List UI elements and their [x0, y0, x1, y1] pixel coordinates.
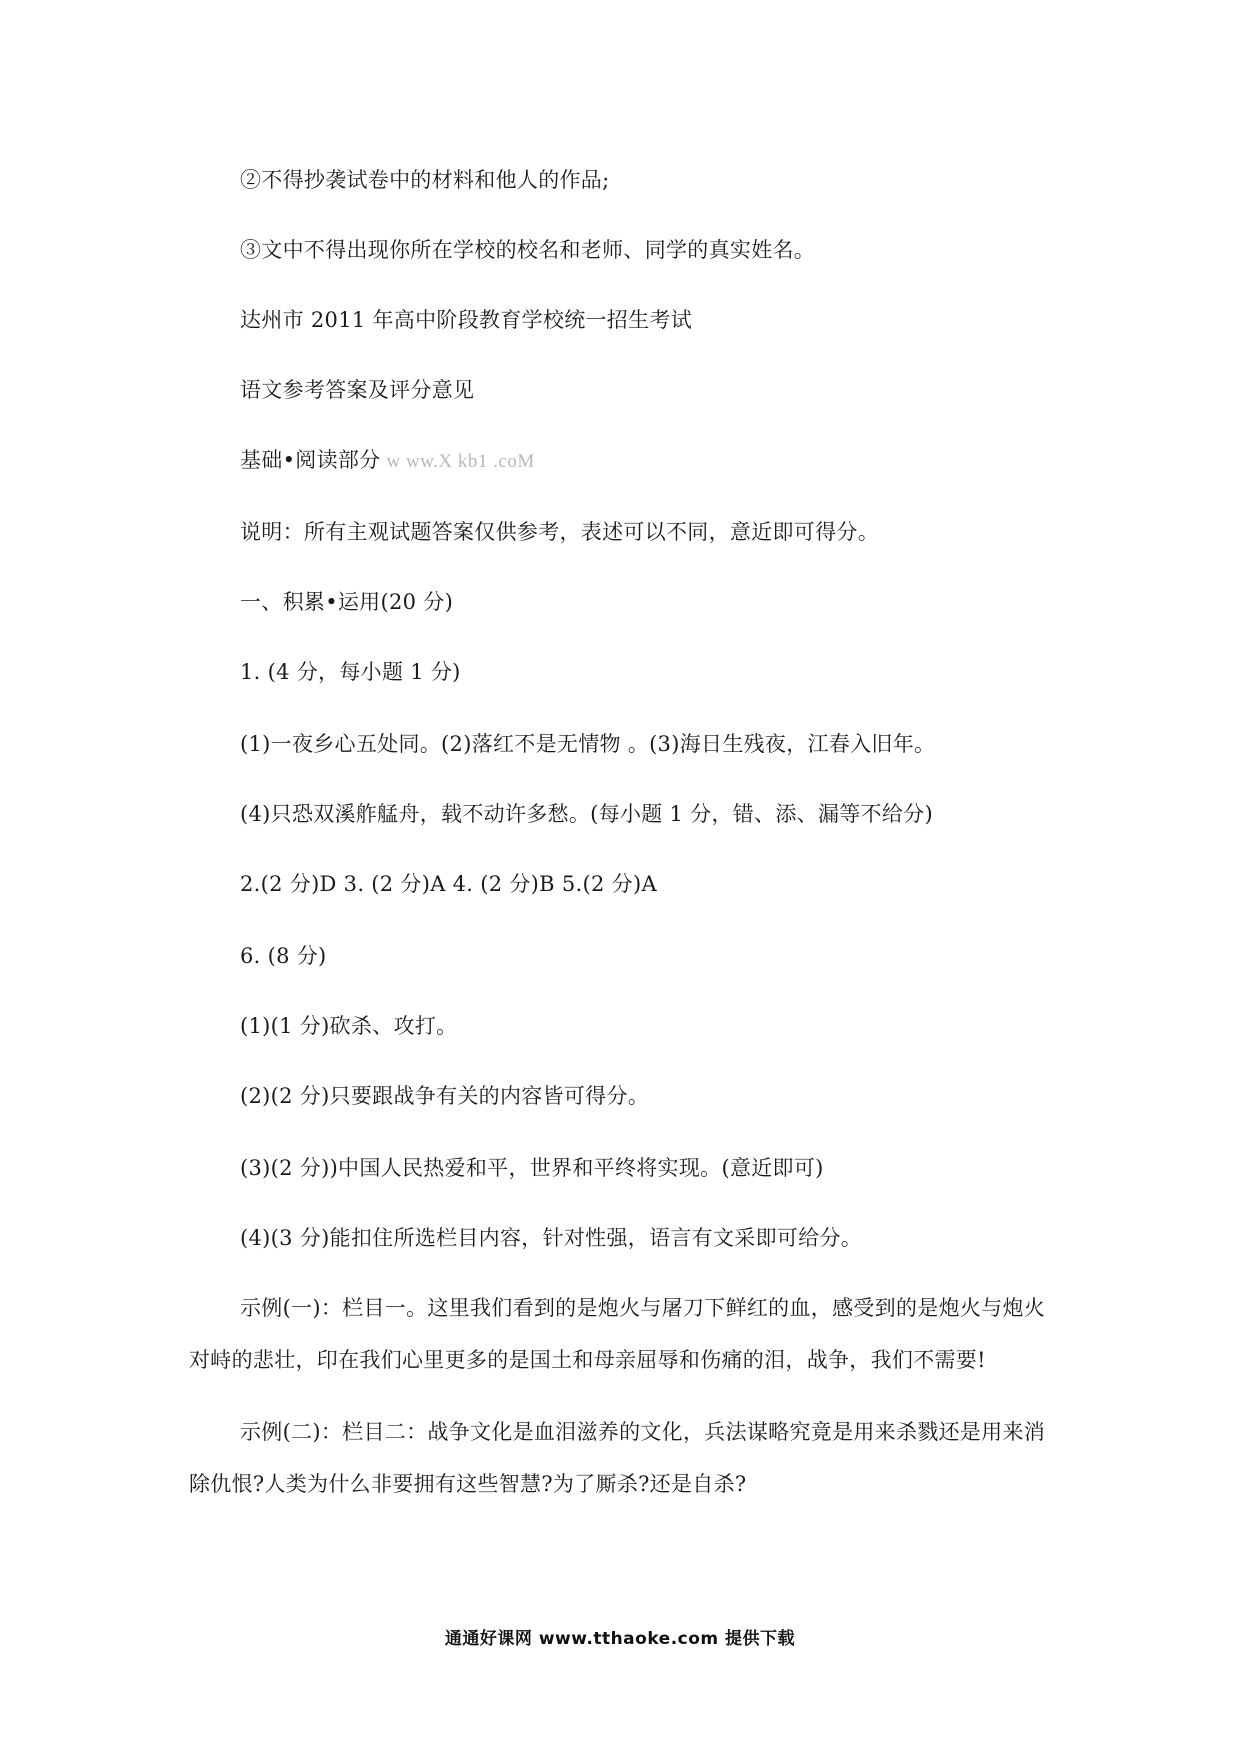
answer-title: 语文参考答案及评分意见	[240, 378, 475, 402]
text-line-8: 1. (4 分，每小题 1 分)	[240, 660, 461, 684]
example-1-line-1: 示例(一)：栏目一。这里我们看到的是炮火与屠刀下鲜红的血，感受到的是炮火与炮火	[240, 1296, 1046, 1320]
section-heading	[240, 446, 535, 476]
example-2-line-2: 除仇恨?人类为什么非要拥有这些智慧?为了厮杀?还是自杀?	[189, 1472, 747, 1496]
text-line-12: 6. (8 分)	[240, 944, 327, 968]
watermark-text: w ww.X kb1 .coM	[386, 451, 535, 472]
text-line-11: 2.(2 分)D 3. (2 分)A 4. (2 分)B 5.(2 分)A	[240, 872, 657, 896]
text-line-16: (4)(3 分)能扣住所选栏目内容，针对性强，语言有文采即可给分。	[240, 1226, 863, 1250]
exam-title: 达州市 2011 年高中阶段教育学校统一招生考试	[240, 308, 692, 332]
text-line-14: (2)(2 分)只要跟战争有关的内容皆可得分。	[240, 1084, 650, 1108]
page-footer: 通通好课网 www.tthaoke.com 提供下载	[444, 1629, 796, 1649]
text-line-7: 一、积累•运用(20 分)	[240, 590, 454, 614]
example-2-line-1: 示例(二)：栏目二：战争文化是血泪滋养的文化，兵法谋略究竟是用来杀戮还是用来消	[240, 1420, 1046, 1444]
text-line-2: ③文中不得出现你所在学校的校名和老师、同学的真实姓名。	[240, 238, 816, 262]
text-line-9: (1)一夜乡心五处同。(2)落红不是无情物 。(3)海日生残夜，江春入旧年。	[240, 732, 936, 756]
section-heading-text: 基础•阅读部分	[240, 448, 381, 472]
text-line-13: (1)(1 分)砍杀、攻打。	[240, 1014, 458, 1038]
text-line-10: (4)只恐双溪舴艋舟，载不动许多愁。(每小题 1 分，错、添、漏等不给分)	[240, 802, 933, 826]
text-line-6: 说明：所有主观试题答案仅供参考，表述可以不同，意近即可得分。	[240, 520, 879, 544]
example-1-line-2: 对峙的悲壮，印在我们心里更多的是国土和母亲屈辱和伤痛的泪，战争，我们不需要!	[189, 1348, 986, 1372]
text-line-1: ②不得抄袭试卷中的材料和他人的作品;	[240, 168, 610, 192]
text-line-15: (3)(2 分))中国人民热爱和平，世界和平终将实现。(意近即可)	[240, 1156, 824, 1180]
